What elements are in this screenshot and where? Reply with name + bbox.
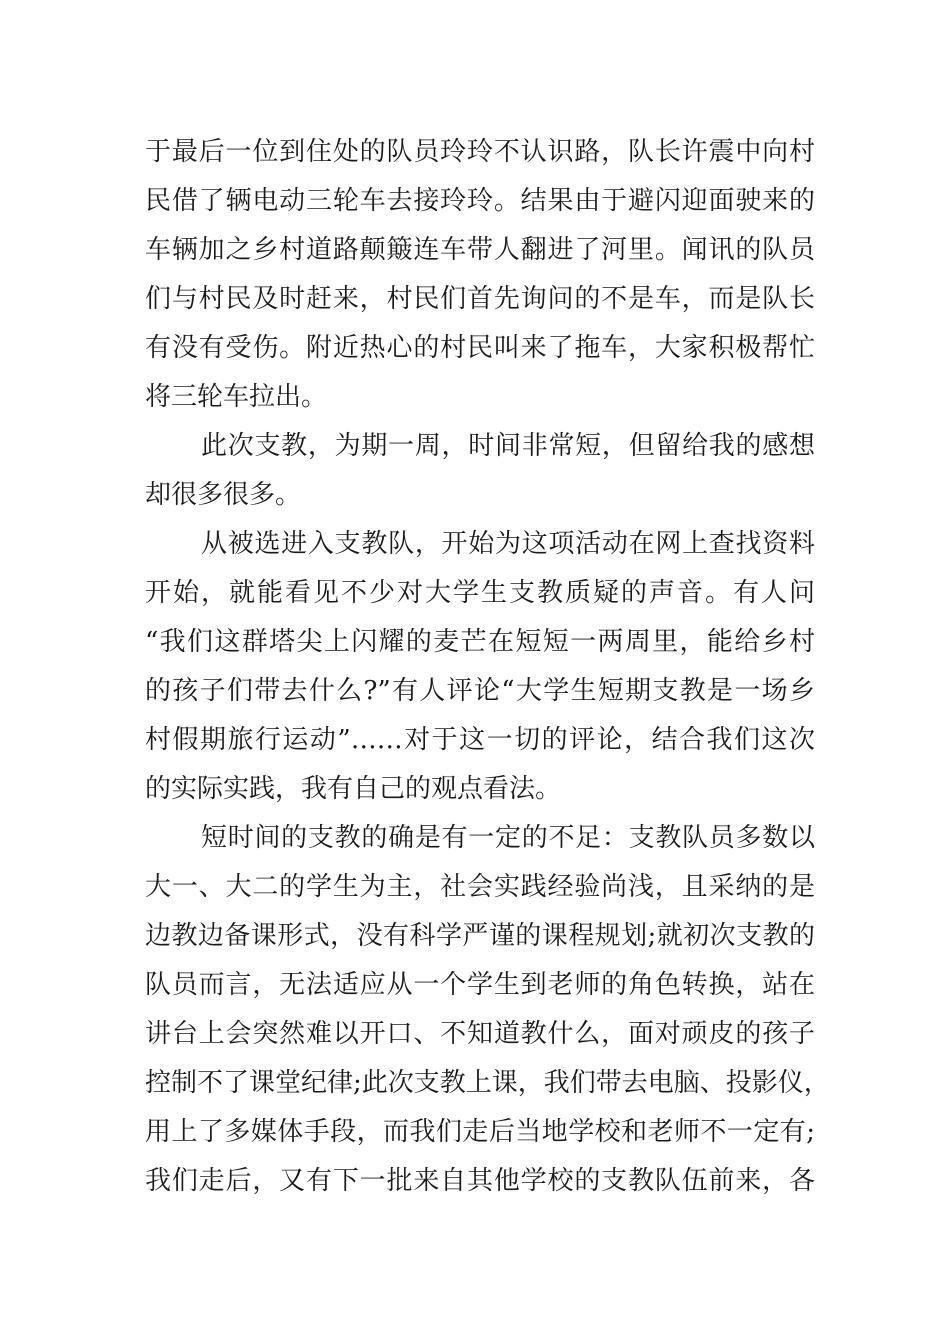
paragraph-4-line-6: 控制不了课堂纪律;此次支教上课，我们带去电脑、投影仪， (145, 1068, 830, 1098)
paragraph-1-line-3: 车辆加之乡村道路颠簸连车带人翻进了河里。闻讯的队员 (145, 235, 815, 265)
paragraph-1-line-1: 于最后一位到住处的队员玲玲不认识路，队长许震中向村 (145, 137, 815, 167)
paragraph-1-line-6: 将三轮车拉出。 (145, 382, 328, 412)
paragraph-1-line-2: 民借了辆电动三轮车去接玲玲。结果由于避闪迎面驶来的 (145, 186, 815, 216)
paragraph-1-line-5: 有没有受伤。附近热心的村民叫来了拖车，大家积极帮忙 (145, 333, 815, 363)
paragraph-3-line-4: 的孩子们带去什么?”有人评论“大学生短期支教是一场乡 (145, 676, 815, 706)
document-body (145, 128, 830, 1206)
paragraph-3-line-3: “我们这群塔尖上闪耀的麦芒在短短一两周里，能给乡村 (145, 627, 815, 657)
paragraph-4-line-5: 讲台上会突然难以开口、不知道教什么，面对顽皮的孩子 (145, 1019, 815, 1049)
paragraph-3-line-6: 的实际实践，我有自己的观点看法。 (145, 774, 562, 804)
paragraph-4-line-4: 队员而言，无法适应从一个学生到老师的角色转换，站在 (145, 970, 815, 1000)
paragraph-2-line-2: 却很多很多。 (145, 480, 302, 510)
paragraph-3-line-2: 开始，就能看见不少对大学生支教质疑的声音。有人问 (145, 578, 815, 608)
paragraph-1-line-4: 们与村民及时赶来，村民们首先询问的不是车，而是队长 (145, 284, 815, 314)
paragraph-4-line-3: 边教边备课形式，没有科学严谨的课程规划;就初次支教的 (145, 921, 815, 951)
paragraph-4-line-1: 短时间的支教的确是有一定的不足：支教队员多数以 (201, 823, 815, 853)
paragraph-4-line-8: 我们走后，又有下一批来自其他学校的支教队伍前来，各 (145, 1166, 815, 1196)
paragraph-3-line-5: 村假期旅行运动”……对于这一切的评论，结合我们这次 (145, 725, 815, 755)
paragraph-2-line-1: 此次支教，为期一周，时间非常短，但留给我的感想 (201, 431, 815, 461)
paragraph-4-line-2: 大一、大二的学生为主，社会实践经验尚浅，且采纳的是 (145, 872, 815, 902)
paragraph-3-line-1: 从被选进入支教队，开始为这项活动在网上查找资料 (201, 529, 815, 559)
paragraph-4-line-7: 用上了多媒体手段，而我们走后当地学校和老师不一定有; (145, 1117, 815, 1147)
